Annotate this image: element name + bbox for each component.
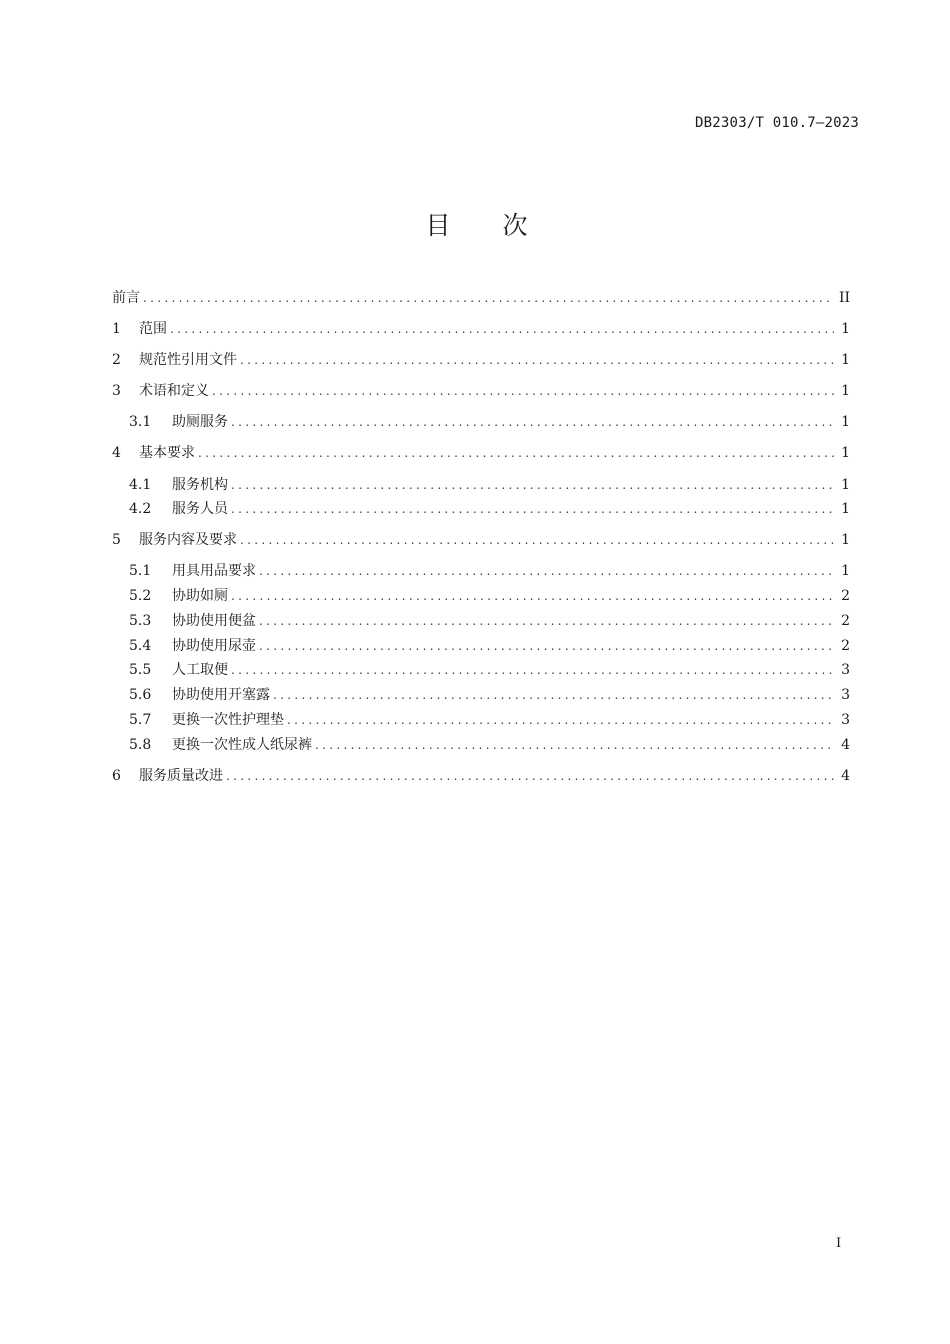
toc-entry-label: 规范性引用文件 — [139, 352, 237, 368]
toc-entry-page: 1 — [841, 477, 850, 493]
toc-entry-page: 1 — [841, 383, 850, 399]
toc-entry-page: 2 — [841, 588, 850, 604]
toc-entry-number: 5.6 — [129, 687, 152, 703]
toc-entry-label: 更换一次性成人纸尿裤 — [172, 737, 312, 753]
toc-entry[interactable] — [112, 586, 850, 606]
page-title: 目 次 — [425, 211, 550, 240]
toc-entry-number: 5.4 — [129, 638, 152, 654]
toc-entry-number: 5.5 — [129, 662, 152, 678]
toc-dot-leader — [170, 319, 834, 339]
toc-dot-leader — [259, 561, 834, 581]
toc-entry-number: 4 — [112, 445, 121, 461]
toc-entry-label: 人工取便 — [172, 662, 228, 678]
toc-entry[interactable] — [112, 412, 850, 432]
toc-entry-page: 1 — [841, 532, 850, 548]
toc-entry-page: II — [838, 290, 850, 306]
toc-entry-page: 1 — [841, 352, 850, 368]
toc-entry-number: 3.1 — [129, 414, 152, 430]
toc-entry-label: 服务内容及要求 — [139, 532, 237, 548]
toc-entry-page: 1 — [841, 321, 850, 337]
toc-entry-label: 助厕服务 — [172, 414, 228, 430]
toc-entry-page: 2 — [841, 613, 850, 629]
toc-entry-page: 3 — [841, 662, 850, 678]
toc-entry-label: 范围 — [139, 321, 167, 337]
toc-entry-page: 1 — [841, 563, 850, 579]
toc-entry-number: 5.2 — [129, 588, 152, 604]
toc-entry[interactable] — [112, 350, 850, 370]
toc-dot-leader — [198, 443, 834, 463]
document-code: DB2303/T 010.7—2023 — [695, 115, 859, 131]
toc-entry-number: 3 — [112, 383, 121, 399]
toc-entry[interactable] — [112, 530, 850, 550]
toc-dot-leader — [231, 586, 834, 606]
toc-entry-number: 6 — [112, 768, 121, 784]
toc-entry-label: 用具用品要求 — [172, 563, 256, 579]
toc-entry[interactable] — [112, 710, 850, 730]
toc-entry-label: 基本要求 — [139, 445, 195, 461]
toc-entry-number: 5.1 — [129, 563, 152, 579]
toc-entry[interactable] — [112, 611, 850, 631]
toc-entry-label: 协助使用尿壶 — [172, 638, 256, 654]
toc-dot-leader — [231, 499, 834, 519]
toc-entry[interactable] — [112, 319, 850, 339]
toc-entry-label: 协助使用开塞露 — [172, 687, 270, 703]
toc-entry[interactable] — [112, 561, 850, 581]
toc-dot-leader — [231, 475, 834, 495]
toc-entry-label: 更换一次性护理垫 — [172, 712, 284, 728]
toc-dot-leader — [143, 288, 834, 308]
toc-entry[interactable] — [112, 636, 850, 656]
toc-entry[interactable] — [112, 475, 850, 495]
toc-dot-leader — [240, 530, 834, 550]
toc-entry-number: 2 — [112, 352, 121, 368]
toc-dot-leader — [226, 766, 834, 786]
toc-entry-number: 4.1 — [129, 477, 152, 493]
toc-entry[interactable] — [112, 288, 850, 308]
toc-entry[interactable] — [112, 766, 850, 786]
toc-dot-leader — [240, 350, 834, 370]
toc-entry-page: 1 — [841, 501, 850, 517]
page-number: I — [836, 1236, 842, 1251]
toc-dot-leader — [273, 685, 834, 705]
toc-entry[interactable] — [112, 685, 850, 705]
toc-entry-page: 4 — [841, 737, 850, 753]
toc-dot-leader — [287, 710, 834, 730]
toc-dot-leader — [231, 412, 834, 432]
toc-dot-leader — [315, 735, 834, 755]
toc-dot-leader — [259, 636, 834, 656]
toc-dot-leader — [231, 660, 834, 680]
toc-entry-label: 术语和定义 — [139, 383, 209, 399]
toc-entry-label: 协助使用便盆 — [172, 613, 256, 629]
toc-entry-page: 1 — [841, 414, 850, 430]
toc-entry-number: 4.2 — [129, 501, 152, 517]
toc-entry-page: 3 — [841, 712, 850, 728]
toc-entry[interactable] — [112, 660, 850, 680]
toc-entry-number: 5.3 — [129, 613, 152, 629]
toc-entry-number: 1 — [112, 321, 121, 337]
toc-entry-page: 1 — [841, 445, 850, 461]
toc-entry-page: 3 — [841, 687, 850, 703]
toc-entry-number: 5.7 — [129, 712, 152, 728]
toc-entry[interactable] — [112, 443, 850, 463]
toc-entry-label: 服务机构 — [172, 477, 228, 493]
toc-entry-label: 协助如厕 — [172, 588, 228, 604]
toc-entry-label: 前言 — [112, 290, 140, 306]
toc-entry[interactable] — [112, 499, 850, 519]
toc-entry-page: 2 — [841, 638, 850, 654]
toc-dot-leader — [259, 611, 834, 631]
toc-entry[interactable] — [112, 381, 850, 401]
toc-entry-page: 4 — [841, 768, 850, 784]
toc-dot-leader — [212, 381, 834, 401]
toc-entry-number: 5 — [112, 532, 121, 548]
toc-entry-label: 服务人员 — [172, 501, 228, 517]
toc-entry-number: 5.8 — [129, 737, 152, 753]
toc-entry-label: 服务质量改进 — [139, 768, 223, 784]
toc-entry[interactable] — [112, 735, 850, 755]
